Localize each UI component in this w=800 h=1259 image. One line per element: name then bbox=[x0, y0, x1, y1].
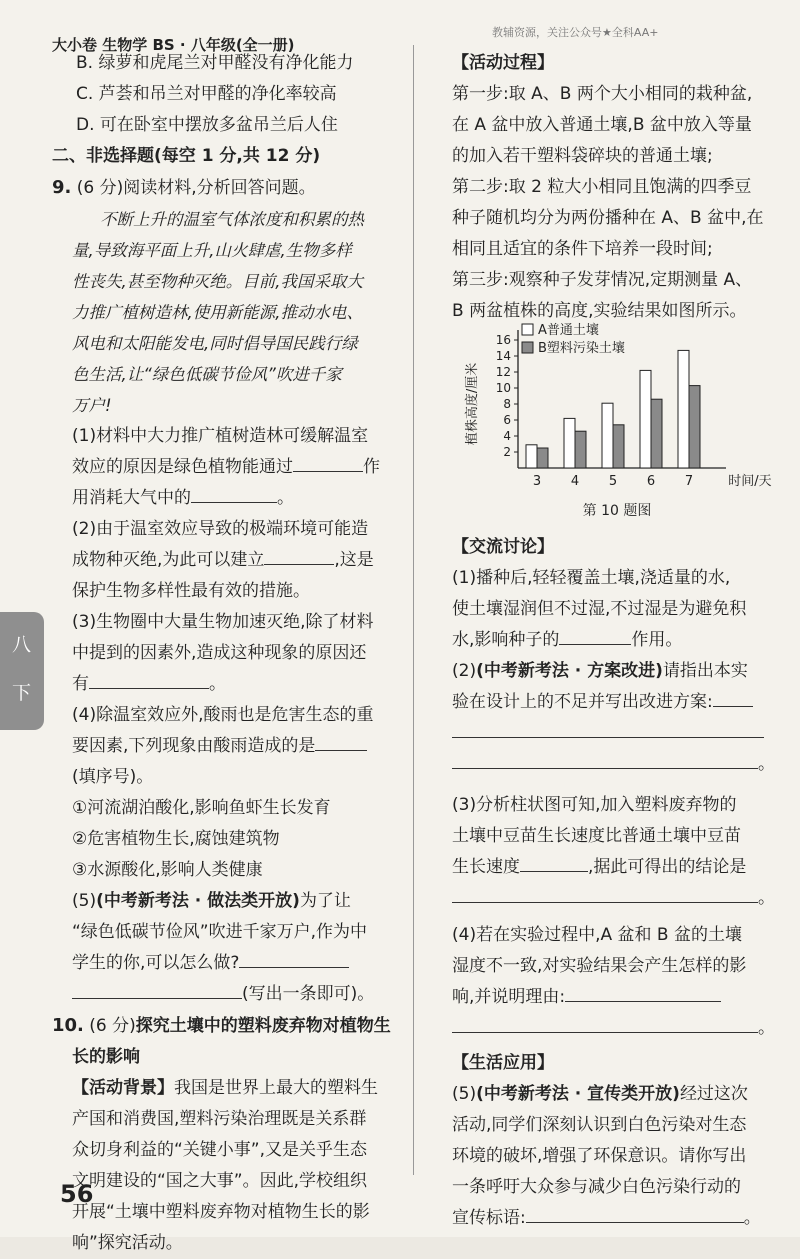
bar-b-day-3 bbox=[537, 448, 548, 468]
legend-label: B塑料污染土壤 bbox=[538, 341, 625, 356]
q9-sub3-line2: 中提到的因素外,造成这种现象的原因还 bbox=[72, 643, 367, 663]
answer-blank[interactable] bbox=[452, 884, 758, 903]
bar-b-day-6 bbox=[651, 399, 662, 468]
d5-line4: 一条呼吁大众参与减少白色污染行动的 bbox=[452, 1177, 741, 1197]
legend-swatch bbox=[522, 342, 533, 353]
bar-a-day-4 bbox=[564, 418, 575, 468]
answer-blank[interactable] bbox=[452, 750, 758, 769]
question-10-stem-cont: 长的影响 bbox=[72, 1047, 140, 1067]
passage-line: 性丧失,甚至物种灭绝。目前,我国采取大 bbox=[72, 272, 363, 291]
d2-line3 bbox=[452, 718, 772, 749]
process-line: B 两盆植株的高度,实验结果如图所示。 bbox=[452, 301, 747, 321]
q9-sub4-line3: (填序号)。 bbox=[72, 767, 154, 787]
legend-swatch bbox=[522, 324, 533, 335]
answer-blank[interactable] bbox=[264, 546, 334, 565]
legend-label: A普通土壤 bbox=[538, 323, 599, 338]
new-method-tag: (中考新考法 · 宣传类开放) bbox=[476, 1084, 680, 1104]
answer-blank[interactable] bbox=[520, 853, 588, 872]
bar-a-day-6 bbox=[640, 370, 651, 468]
bar-a-day-7 bbox=[678, 350, 689, 468]
q9-sub1-line1: (1)材料中大力推广植树造林可缓解温室 bbox=[72, 426, 369, 446]
q9-sub2-line1: (2)由于温室效应导致的极端环境可能造 bbox=[72, 519, 369, 539]
option-c: C. 芦荟和吊兰对甲醛的净化率较高 bbox=[76, 84, 337, 104]
answer-blank[interactable] bbox=[526, 1204, 744, 1223]
question-number: 9. bbox=[52, 177, 72, 198]
x-tick-label: 7 bbox=[684, 474, 694, 489]
process-line: 第二步:取 2 粒大小相同且饱满的四季豆 bbox=[452, 177, 752, 197]
q9-sub4-line2: 要因素,下列现象由酸雨造成的是 bbox=[52, 731, 408, 762]
passage-line: 不断上升的温室气体浓度和积累的热 bbox=[100, 210, 364, 229]
bar-a-day-3 bbox=[526, 445, 537, 468]
choice-option: ②危害植物生长,腐蚀建筑物 bbox=[72, 829, 280, 849]
d1-line2: 使土壤湿润但不过湿,不过湿是为避免积 bbox=[452, 599, 747, 619]
choice-option: ①河流湖泊酸化,影响鱼虾生长发育 bbox=[72, 798, 331, 818]
q9-sub2-line2: 成物种灭绝,为此可以建立 ,这是 bbox=[52, 545, 408, 576]
x-tick-label: 3 bbox=[532, 474, 542, 489]
process-line: 种子随机均分为两份播种在 A、B 盆中,在 bbox=[452, 208, 764, 228]
answer-blank[interactable] bbox=[452, 719, 764, 738]
plant-height-bar-chart bbox=[462, 318, 782, 496]
passage-line: 色生活,让“绿色低碳节俭风”吹进千家 bbox=[72, 365, 342, 384]
q9-sub2-line3: 保护生物多样性最有效的措施。 bbox=[72, 581, 310, 601]
y-tick-label: 2 bbox=[503, 445, 511, 459]
new-method-tag: (中考新考法 · 做法类开放) bbox=[96, 891, 300, 911]
passage-line: 力推广植树造林,使用新能源,推动水电、 bbox=[72, 303, 363, 322]
process-line: 第三步:观察种子发芽情况,定期测量 A、 bbox=[452, 270, 753, 290]
question-number: 10. bbox=[52, 1015, 84, 1036]
q9-sub3-line1: (3)生物圈中大量生物加速灭绝,除了材料 bbox=[72, 612, 374, 632]
d3-line3: 生长速度 ,据此可得出的结论是 bbox=[452, 852, 772, 883]
x-tick-label: 5 bbox=[608, 474, 618, 489]
answer-blank[interactable] bbox=[239, 949, 349, 968]
d5-line2: 活动,同学们深刻认识到白色污染对生态 bbox=[452, 1115, 747, 1135]
q9-sub1-line3: 用消耗大气中的 。 bbox=[52, 483, 408, 514]
d3-line2: 土壤中豆苗生长速度比普通土壤中豆苗 bbox=[452, 826, 741, 846]
background-line: 开展“土壤中塑料废弃物对植物生长的影 bbox=[72, 1202, 370, 1222]
process-label: 【活动过程】 bbox=[452, 53, 554, 73]
question-10-stem: 10. (6 分)探究土壤中的塑料废弃物对植物生 bbox=[52, 1015, 391, 1036]
q9-sub5-line1: (5)(中考新考法 · 做法类开放)为了让 bbox=[72, 891, 351, 911]
y-tick-label: 6 bbox=[503, 413, 511, 427]
background-line: 产国和消费国,塑料污染治理既是关系群 bbox=[72, 1109, 367, 1129]
section-heading: 二、非选择题(每空 1 分,共 12 分) bbox=[52, 146, 321, 166]
q9-sub3-line3: 有 。 bbox=[52, 669, 408, 700]
watermark-text: 教辅资源，关注公众号★全科AA+ bbox=[492, 26, 659, 39]
background-line: 众切身利益的“关键小事”,又是关乎生态 bbox=[72, 1140, 368, 1160]
q9-sub5-line3: 学生的你,可以怎么做? bbox=[52, 948, 408, 979]
y-tick-label: 10 bbox=[495, 381, 511, 395]
y-tick-label: 14 bbox=[495, 349, 511, 363]
background-line: 【活动背景】我国是世界上最大的塑料生 bbox=[72, 1078, 378, 1098]
d4-line4: 。 bbox=[452, 1013, 772, 1044]
bar-b-day-7 bbox=[689, 386, 700, 468]
new-method-tag: (中考新考法 · 方案改进) bbox=[476, 661, 663, 681]
question-9-stem: 9. (6 分)阅读材料,分析回答问题。 bbox=[52, 177, 316, 198]
q9-sub5-line2: “绿色低碳节俭风”吹进千家万户,作为中 bbox=[72, 922, 368, 942]
d3-line4: 。 bbox=[452, 883, 772, 914]
answer-blank[interactable] bbox=[452, 1014, 758, 1033]
discussion-label: 【交流讨论】 bbox=[452, 537, 554, 557]
d5-line1: (5)(中考新考法 · 宣传类开放)经过这次 bbox=[452, 1084, 748, 1104]
bar-a-day-5 bbox=[602, 403, 613, 468]
d2-line4: 。 bbox=[452, 749, 772, 780]
right-column-lower bbox=[452, 532, 775, 1234]
answer-blank[interactable] bbox=[293, 453, 363, 472]
answer-blank[interactable] bbox=[315, 732, 367, 751]
answer-blank[interactable] bbox=[89, 670, 209, 689]
y-tick-label: 8 bbox=[503, 397, 511, 411]
passage-line: 万户! bbox=[72, 396, 112, 415]
y-tick-label: 12 bbox=[495, 365, 511, 379]
x-tick-label: 6 bbox=[646, 474, 656, 489]
q9-sub1-line2: 效应的原因是绿色植物能通过 作 bbox=[52, 452, 408, 483]
x-tick-label: 4 bbox=[570, 474, 580, 489]
answer-blank[interactable] bbox=[565, 983, 721, 1002]
answer-blank[interactable] bbox=[713, 688, 753, 707]
book-title: 大小卷 生物学 BS · 八年级(全一册) bbox=[52, 36, 295, 54]
d2-line1: (2)(中考新考法 · 方案改进)请指出本实 bbox=[452, 661, 748, 681]
side-tab-bottom: 下 bbox=[12, 682, 32, 704]
answer-blank[interactable] bbox=[559, 626, 631, 645]
y-axis-label: 植株高度/厘米 bbox=[465, 362, 480, 446]
bar-b-day-4 bbox=[575, 431, 586, 468]
d4-line1: (4)若在实验过程中,A 盆和 B 盆的土壤 bbox=[452, 925, 742, 945]
option-b: B. 绿萝和虎尾兰对甲醛没有净化能力 bbox=[76, 53, 354, 73]
answer-blank[interactable] bbox=[191, 484, 277, 503]
right-column bbox=[452, 48, 772, 327]
column-divider bbox=[413, 45, 414, 1175]
process-line: 相同且适宜的条件下培养一段时间; bbox=[452, 239, 713, 259]
d5-line5: 宣传标语: 。 bbox=[452, 1203, 772, 1234]
bar-b-day-5 bbox=[613, 425, 624, 468]
passage-line: 风电和太阳能发电,同时倡导国民践行绿 bbox=[72, 334, 358, 353]
chart-caption: 第 10 题图 bbox=[582, 503, 652, 519]
y-tick-label: 4 bbox=[503, 429, 511, 443]
d4-line3: 响,并说明理由: bbox=[452, 982, 772, 1013]
left-column bbox=[52, 48, 408, 1259]
page-number: 56 bbox=[60, 1180, 94, 1208]
d5-line3: 环境的破坏,增强了环保意识。请你写出 bbox=[452, 1146, 747, 1166]
d4-line2: 湿度不一致,对实验结果会产生怎样的影 bbox=[452, 956, 747, 976]
q9-sub4-line1: (4)除温室效应外,酸雨也是危害生态的重 bbox=[72, 705, 374, 725]
process-line: 的加入若干塑料袋碎块的普通土壤; bbox=[452, 146, 713, 166]
apply-label: 【生活应用】 bbox=[452, 1053, 554, 1073]
d2-line2: 验在设计上的不足并写出改进方案: bbox=[452, 687, 772, 718]
choice-option: ③水源酸化,影响人类健康 bbox=[72, 860, 263, 880]
d3-line1: (3)分析柱状图可知,加入塑料废弃物的 bbox=[452, 795, 737, 815]
x-axis-label: 时间/天 bbox=[728, 474, 772, 489]
passage-line: 量,导致海平面上升,山火肆虐,生物多样 bbox=[72, 241, 352, 260]
q9-sub5-line4: (写出一条即可)。 bbox=[52, 979, 408, 1010]
grade-side-tab bbox=[0, 612, 44, 730]
process-line: 在 A 盆中放入普通土壤,B 盆中放入等量 bbox=[452, 115, 752, 135]
process-line: 第一步:取 A、B 两个大小相同的栽种盆, bbox=[452, 84, 753, 104]
background-line: 文明建设的“国之大事”。因此,学校组织 bbox=[72, 1171, 368, 1191]
background-line: 响”探究活动。 bbox=[72, 1233, 183, 1253]
side-tab-top: 八 bbox=[12, 634, 32, 656]
d1-line1: (1)播种后,轻轻覆盖土壤,浇适量的水, bbox=[452, 568, 731, 588]
background-label: 【活动背景】 bbox=[72, 1078, 174, 1098]
answer-blank[interactable] bbox=[72, 980, 242, 999]
d1-line3: 水,影响种子的 作用。 bbox=[452, 625, 772, 656]
option-d: D. 可在卧室中摆放多盆吊兰后人住 bbox=[76, 115, 338, 135]
y-tick-label: 16 bbox=[495, 333, 511, 347]
